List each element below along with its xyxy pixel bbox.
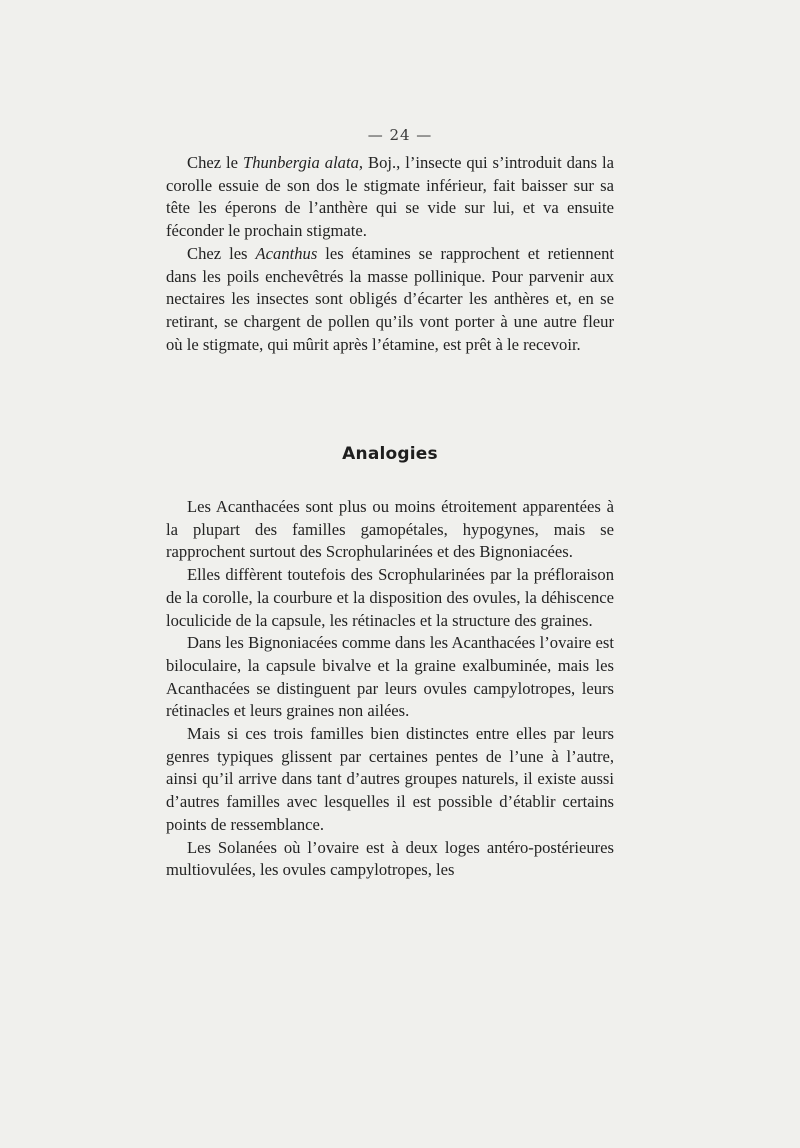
genus-name: Acanthus xyxy=(255,243,318,263)
paragraph-acanthus xyxy=(166,243,614,357)
paragraph: Les Solanées où l’ovaire est à deux loges antéro-postérieures multiovulées, les ovules campylotropes, les xyxy=(166,837,614,880)
paragraph-intro: Chez le xyxy=(187,153,243,172)
section-heading: Analogies xyxy=(342,444,438,464)
paragraph: Mais si ces trois familles bien distinctes entre elles par leurs genres typiques glissent par certaines pentes de l’une à l’autre, ainsi qu’il arrive dans tant d’autres groupes naturels, il existe aussi d’autres familles avec lesquelles il est possible d’établir certains points de ressemblance. xyxy=(166,724,614,834)
section-analogies xyxy=(166,496,614,882)
paragraph: Les Acanthacées sont plus ou moins étroitement apparentées à la plupart des familles gamopétales, hypogynes, mais se rapprochent surtout des Scrophularinées et des Bignoniacées. xyxy=(166,497,614,562)
paragraph: Elles diffèrent toutefois des Scrophularinées par la préfloraison de la corolle, la courbure et la disposition des ovules, la déhiscence loculicide de la capsule, les rétinacles et la structure des graines. xyxy=(166,565,614,630)
paragraph: Dans les Bignoniacées comme dans les Acanthacées l’ovaire est biloculaire, la capsule bivalve et la graine exalbuminée, mais les Acanthacées se distinguent par leurs ovules campylotropes, leurs rétinacles et leurs graines non ailées. xyxy=(166,633,614,721)
species-name: Thunbergia alata xyxy=(242,153,359,172)
paragraph-intro: Chez les xyxy=(187,243,256,263)
paragraph-body: , Boj., l’insecte qui s’introduit dans la corolle essuie de son dos le stigmate inférieur, fait baisser sur sa tête les éperons de l’anthère qui se vide sur lui, et va ensuite féconder le prochain stigmate. xyxy=(166,153,614,241)
paragraph-thunbergia xyxy=(166,152,614,243)
paragraph-body: les étamines se rapprochent et retiennent dans les poils enchevêtrés la masse pollinique. Pour parvenir aux nectaires les insectes sont obligés d’écarter les anthères et, en se retirant, se chargent de pollen qu’ils vont porter à une autre fleur où le stigmate, qui mûrit après l’étamine, est prêt à le recevoir. xyxy=(166,243,615,354)
page-number: — 24 — xyxy=(367,126,433,144)
section-flower-pollination xyxy=(166,152,614,356)
